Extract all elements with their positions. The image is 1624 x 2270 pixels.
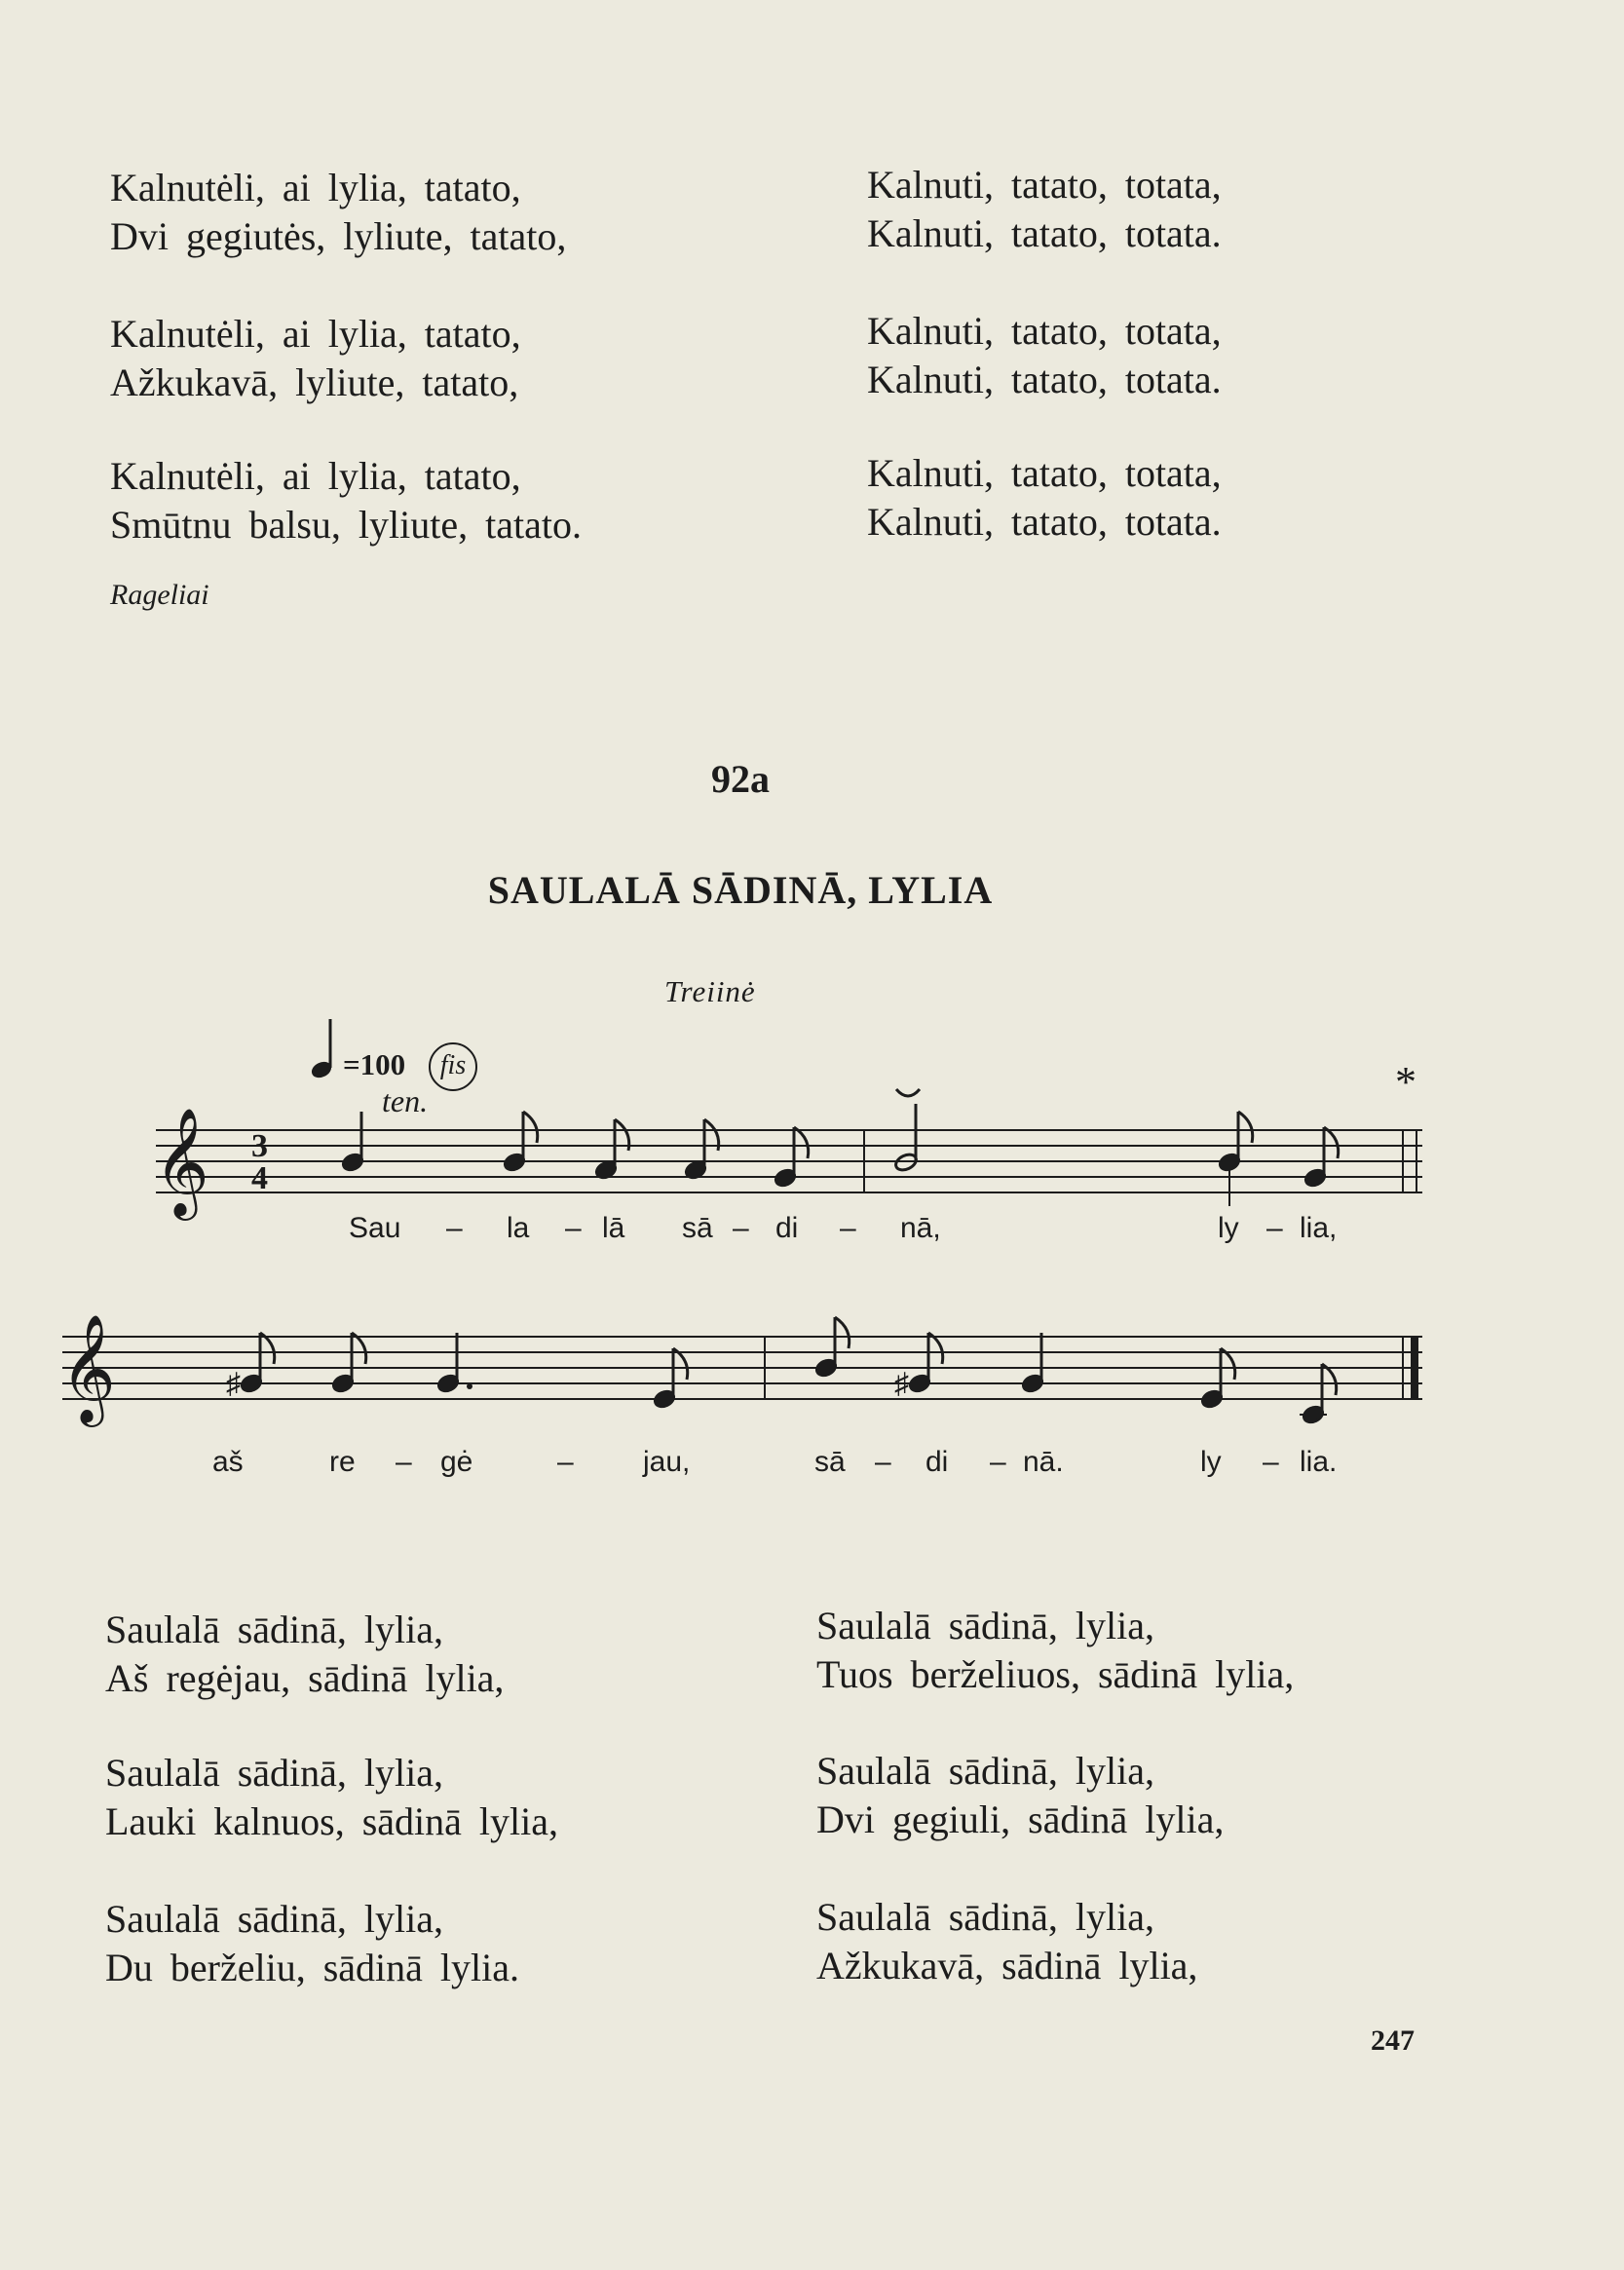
page-number: 247 (1371, 2024, 1415, 2057)
verse-line: Dvi gegiuli, sādinā lylia, (816, 1797, 1225, 1841)
tempo-value: =100 (343, 1047, 406, 1081)
staff-2-lines (62, 1337, 1422, 1399)
lyric-syllable: ly (1218, 1212, 1239, 1244)
staff-1-notes (341, 1089, 1416, 1206)
tone-circle: fis (429, 1042, 477, 1091)
lyric-syllable: nā, (900, 1212, 941, 1244)
lyric-hyphen: – (840, 1212, 856, 1244)
verse-line: Tuos berželiuos, sādinā lylia, (816, 1652, 1295, 1696)
fermata-star: * (1395, 1058, 1416, 1106)
verse-line: Lauki kalnuos, sādinā lylia, (105, 1799, 559, 1843)
lyric-hyphen: – (446, 1212, 463, 1244)
verse-line: Saulalā sādinā, lylia, (816, 1604, 1155, 1647)
treble-clef-icon: 𝄞 (154, 1107, 209, 1216)
lyric-syllable: nā. (1023, 1446, 1064, 1478)
verse-line: Ažkukavā, lyliute, tatato, (110, 360, 519, 404)
tempo-quarter-note-icon (310, 1019, 333, 1080)
verse-bottom-1-left (105, 1606, 504, 1703)
lyric-hyphen: – (396, 1446, 412, 1478)
verse-line: Saulalā sādinā, lylia, (816, 1749, 1155, 1793)
verse-line: Smūtnu balsu, lyliute, tatato. (110, 503, 582, 547)
lyric-hyphen: – (875, 1446, 891, 1478)
lyric-syllable: ly (1200, 1446, 1222, 1478)
lyric-syllable: lia, (1300, 1212, 1338, 1244)
lyric-syllable: sā (814, 1446, 846, 1478)
sharp-icon: ♯ (894, 1368, 909, 1400)
lyric-syllable: di (925, 1446, 949, 1478)
lyric-syllable: lā (602, 1212, 625, 1244)
lyric-syllable: re (329, 1446, 356, 1478)
tenuto-mark: ten. (382, 1083, 429, 1118)
lyric-syllable: lia. (1300, 1446, 1338, 1478)
sharp-icon: ♯ (226, 1368, 241, 1400)
verse-line: Kalnutėli, ai lylia, tatato, (110, 454, 521, 498)
verse-line: Kalnuti, tatato, totata. (867, 211, 1222, 255)
verse-line: Du berželiu, sādinā lylia. (105, 1946, 519, 1989)
verse-line: Kalnuti, tatato, totata. (867, 500, 1222, 544)
tempo-marker: Treiinė (664, 974, 756, 1008)
verse-line: Kalnuti, tatato, totata, (867, 451, 1222, 495)
lyric-hyphen: – (990, 1446, 1006, 1478)
verse-line: Kalnutėli, ai lylia, tatato, (110, 166, 521, 209)
verse-bottom-2-right (816, 1747, 1224, 1844)
verse-line: Dvi gegiutės, lyliute, tatato, (110, 214, 567, 258)
place-name: Rageliai (110, 579, 209, 611)
treble-clef-icon: 𝄞 (60, 1313, 116, 1422)
lyric-hyphen: – (733, 1212, 749, 1244)
lyric-hyphen: – (1266, 1212, 1283, 1244)
time-signature-bottom: 4 (251, 1160, 268, 1196)
lyric-syllable: la (507, 1212, 530, 1244)
verse-line: Saulalā sādinā, lylia, (105, 1751, 444, 1795)
staff-2-notes (226, 1317, 1418, 1425)
verse-line: Aš regėjau, sādinā lylia, (105, 1656, 505, 1700)
verse-line: Kalnuti, tatato, totata, (867, 309, 1222, 353)
verse-bottom-3-right (816, 1893, 1197, 1990)
verse-line: Kalnuti, tatato, totata. (867, 358, 1222, 401)
lyric-syllable: Sau (349, 1212, 401, 1244)
verse-bottom-2-left (105, 1749, 558, 1846)
lyric-syllable: jau, (643, 1446, 691, 1478)
verse-line: Saulalā sādinā, lylia, (816, 1895, 1155, 1939)
verse-line: Kalnutėli, ai lylia, tatato, (110, 312, 521, 356)
lyric-hyphen: – (565, 1212, 582, 1244)
verse-bottom-1-right (816, 1602, 1294, 1699)
verse-bottom-3-left (105, 1895, 519, 1992)
verse-line: Saulalā sādinā, lylia, (105, 1897, 444, 1941)
verse-line: Kalnuti, tatato, totata, (867, 163, 1222, 207)
verse-line: Saulalā sādinā, lylia, (105, 1608, 444, 1651)
time-signature-top: 3 (251, 1128, 268, 1164)
verse-line: Ažkukavā, sādinā lylia, (816, 1944, 1198, 1987)
lyric-hyphen: – (1263, 1446, 1279, 1478)
song-title: SAULALĀ SĀDINĀ, LYLIA (487, 868, 994, 912)
lyric-hyphen: – (557, 1446, 574, 1478)
lyric-syllable: di (775, 1212, 799, 1244)
lyric-syllable: aš (212, 1446, 244, 1478)
lyric-syllable: gė (440, 1446, 473, 1478)
lyric-syllable: sā (682, 1212, 713, 1244)
song-number: 92a (711, 757, 770, 801)
